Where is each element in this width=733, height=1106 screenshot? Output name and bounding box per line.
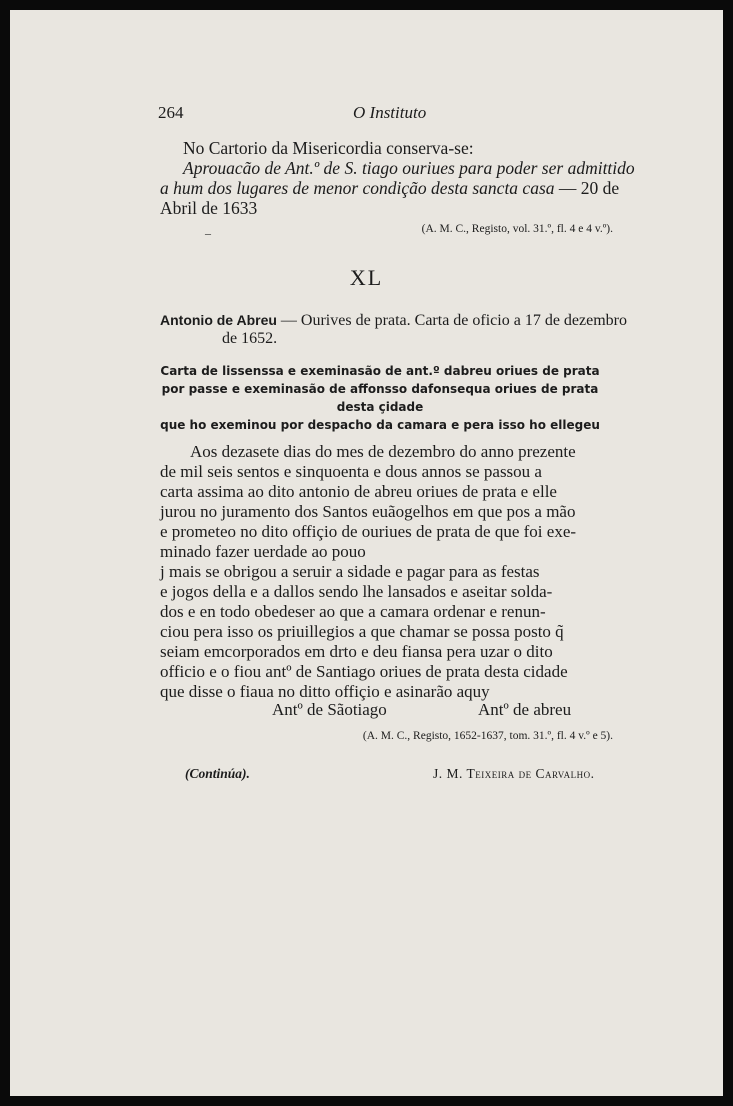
running-title: O Instituto bbox=[353, 103, 427, 122]
body-line: carta assima ao dito antonio de abreu oriues de prata e elle bbox=[160, 482, 557, 501]
intro-title-wrap bbox=[160, 158, 640, 218]
source-citation-2: (A. M. C., Registo, 1652-1637, tom. 31.º, fl. 4 v.º e 5). bbox=[362, 730, 613, 742]
entry-line-1 bbox=[160, 311, 640, 330]
body-line: dos e en todo obedeser ao que a camara ordenar e renun- bbox=[160, 602, 546, 621]
intro-title: Aprouacão de Ant.º de S. tiago ouriues para poder ser admittido a hum dos lugares de menor condição desta sancta casa bbox=[160, 158, 635, 198]
paragraph-1 bbox=[160, 442, 640, 562]
intro-paragraph bbox=[160, 138, 640, 218]
body-line: minado fazer uerdade ao pouo bbox=[160, 542, 366, 561]
dash-mark: – bbox=[205, 226, 211, 240]
entry-paragraph bbox=[160, 311, 640, 348]
body-line: jurou no juramento dos Santos euãogelhos em que pos a mão bbox=[160, 502, 576, 521]
page bbox=[10, 10, 723, 1096]
body-line: que disse o fiaua no ditto offiçio e asinarão aquy bbox=[160, 682, 490, 701]
document-heading bbox=[150, 362, 611, 434]
entry-text-continued: de 1652. bbox=[222, 330, 278, 347]
body-line: j mais se obrigou a seruir a sidade e pagar para as festas bbox=[160, 562, 540, 581]
body-line: Aos dezasete dias do mes de dezembro do anno prezente bbox=[190, 442, 576, 461]
heading-line: Carta de lissenssa e exeminasão de ant.º dabreu oriues de prata bbox=[160, 363, 600, 378]
heading-line: que ho exeminou por despacho da camara e pera isso ho ellegeu bbox=[160, 417, 600, 432]
body-line: ciou pera isso os priuillegios a que chamar se possa posto q̃ bbox=[160, 622, 564, 641]
continua-note: (Continúa). bbox=[185, 766, 250, 781]
body-line: seiam emcorporados em drto e deu fiansa pera uzar o dito bbox=[160, 642, 553, 661]
paragraph-2 bbox=[160, 562, 640, 702]
document-body bbox=[160, 442, 640, 702]
signature-right: Antº de abreu bbox=[478, 700, 572, 719]
intro-date: — 20 de Abril de 1633 bbox=[160, 178, 620, 218]
entry-name: Antonio de Abreu bbox=[160, 312, 277, 328]
body-line: de mil seis sentos e sinquoenta e dous annos se passou a bbox=[160, 462, 542, 481]
section-number: XL bbox=[349, 265, 384, 290]
author-name: J. M. Teixeira de Carvalho. bbox=[433, 766, 595, 781]
heading-line: por passe e exeminasão de affonsso dafonsequa oriues de prata desta çidade bbox=[161, 381, 599, 414]
body-line: e prometeo no dito offiçio de ouriues de prata de que foi exe- bbox=[160, 522, 577, 541]
intro-line: No Cartorio da Misericordia conserva-se: bbox=[183, 138, 474, 158]
signature-left: Antº de Sãotiago bbox=[272, 700, 387, 719]
page-number: 264 bbox=[158, 103, 184, 122]
source-citation: (A. M. C., Registo, vol. 31.º, fl. 4 e 4 v.º). bbox=[421, 223, 613, 235]
body-line: e jogos della e a dallos sendo lhe lansados e aseitar solda- bbox=[160, 582, 553, 601]
body-line: officio e o fiou antº de Santiago oriues de prata desta cidade bbox=[160, 662, 568, 681]
entry-text: — Ourives de prata. Carta de oficio a 17 de dezembro bbox=[276, 312, 628, 329]
